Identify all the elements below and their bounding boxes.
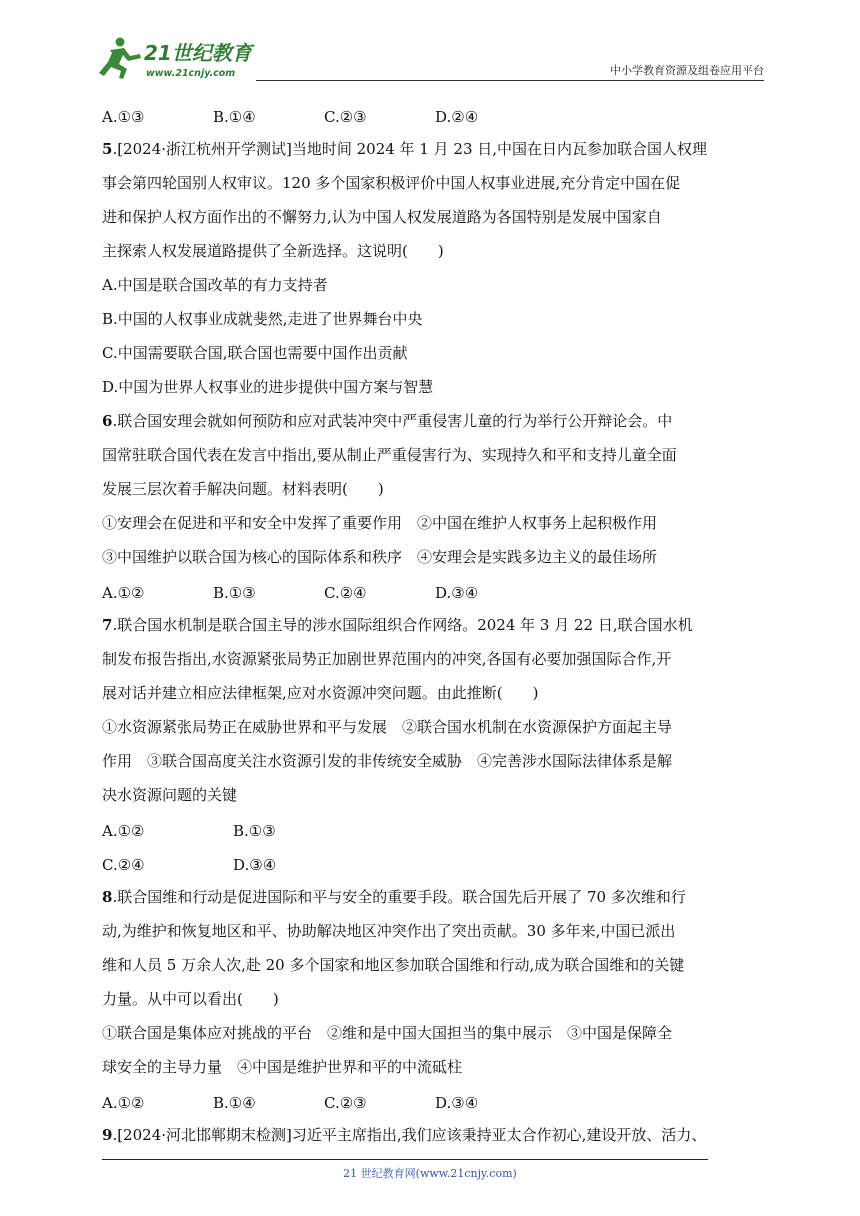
q8-stem-line: 动,为维护和恢复地区和平、协助解决地区冲突作出了突出贡献。30 多年来,中国已派出: [102, 922, 676, 940]
q5-stem-line: 5.[2024·浙江杭州开学测试]当地时间 2024 年 1 月 23 日,中国在日内瓦参加联合国人权理: [102, 140, 708, 158]
q8-stem-line: 维和人员 5 万余人次,赴 20 多个国家和地区参加联合国维和行动,成为联合国维和的关键: [102, 956, 685, 974]
header-platform-title: 中小学教育资源及组卷应用平台: [610, 64, 764, 77]
header-divider: [256, 80, 764, 81]
q8-option-a: A.①②: [102, 1094, 145, 1112]
q7-stem-line: 制发布报告指出,水资源紧张局势正加剧世界范围内的冲突,各国有必要加强国际合作,开: [102, 650, 672, 668]
q5-option-d: D.中国为世界人权事业的进步提供中国方案与智慧: [102, 378, 434, 396]
q7-statement-line: ①水资源紧张局势正在威胁世界和平与发展 ②联合国水机制在水资源保护方面起主导: [102, 718, 673, 736]
q5-option-c: C.中国需要联合国,联合国也需要中国作出贡献: [102, 344, 408, 362]
q4-option-b: B.①④: [213, 108, 256, 126]
page-header: [96, 30, 764, 82]
q4-options: [102, 100, 766, 134]
question-7: [102, 610, 766, 882]
q5-stem-line: 主探索人权发展道路提供了全新选择。这说明( ): [102, 242, 444, 260]
question-8: [102, 882, 766, 1120]
q7-statement-line: 决水资源问题的关键: [102, 786, 238, 804]
q9-stem-line: 9.[2024·河北邯郸期末检测]习近平主席指出,我们应该秉持亚太合作初心,建设开放、活力、: [102, 1126, 707, 1144]
q6-option-b: B.①③: [213, 584, 256, 602]
q6-stem-line: 发展三层次着手解决问题。材料表明( ): [102, 480, 384, 498]
q8-number: 8: [102, 888, 113, 906]
q4-option-d: D.②④: [435, 108, 479, 126]
q5-number: 5: [102, 140, 113, 158]
q5-option-b: B.中国的人权事业成就斐然,走进了世界舞台中央: [102, 310, 423, 328]
q7-stem-line: 7.联合国水机制是联合国主导的涉水国际组织合作网络。2024 年 3 月 22 日,联合国水机: [102, 616, 693, 634]
q8-option-d: D.③④: [435, 1094, 479, 1112]
q8-option-b: B.①④: [213, 1094, 256, 1112]
q6-statement-line: ①安理会在促进和平和安全中发挥了重要作用 ②中国在维护人权事务上起积极作用: [102, 514, 658, 532]
q7-statement-line: 作用 ③联合国高度关注水资源引发的非传统安全威胁 ④完善涉水国际法律体系是解: [102, 752, 673, 770]
logo-title: 21世纪教育: [144, 41, 252, 65]
q6-stem-line: 国常驻联合国代表在发言中指出,要从制止严重侵害行为、实现持久和平和支持儿童全面: [102, 446, 677, 464]
question-content: [102, 100, 766, 1154]
q8-option-c: C.②③: [324, 1094, 367, 1112]
q8-statement-line: 球安全的主导力量 ④中国是维护世界和平的中流砥柱: [102, 1058, 463, 1076]
q5-stem-line: 事会第四轮国别人权审议。120 多个国家积极评价中国人权事业进展,充分肯定中国在促: [102, 174, 681, 192]
q7-option-b: B.①③: [233, 822, 276, 840]
q7-option-d: D.③④: [233, 856, 277, 874]
q6-number: 6: [102, 412, 113, 430]
q7-options-row-1: [102, 814, 766, 848]
footer-divider: [102, 1159, 708, 1160]
q6-option-a: A.①②: [102, 584, 145, 602]
q4-option-a: A.①③: [102, 108, 145, 126]
question-5: [102, 134, 766, 406]
q6-options: [102, 576, 766, 610]
logo-url: www.21cnjy.com: [146, 68, 236, 79]
footer-site-link[interactable]: 21 世纪教育网(www.21cnjy.com): [343, 1167, 517, 1180]
q7-options-row-2: [102, 848, 766, 882]
q5-stem-line: 进和保护人权方面作出的不懈努力,认为中国人权发展道路为各国特别是发展中国家自: [102, 208, 662, 226]
q8-stem-line: 8.联合国维和行动是促进国际和平与安全的重要手段。联合国先后开展了 70 多次维和行: [102, 888, 686, 906]
q7-option-a: A.①②: [102, 822, 145, 840]
q4-option-c: C.②③: [324, 108, 367, 126]
site-logo: [96, 34, 266, 80]
q8-stem-line: 力量。从中可以看出( ): [102, 990, 279, 1008]
q9-number: 9: [102, 1126, 113, 1144]
q6-option-d: D.③④: [435, 584, 479, 602]
question-9: [102, 1120, 766, 1154]
q7-option-c: C.②④: [102, 856, 145, 874]
q8-statement-line: ①联合国是集体应对挑战的平台 ②维和是中国大国担当的集中展示 ③中国是保障全: [102, 1024, 673, 1042]
q8-options: [102, 1086, 766, 1120]
q6-stem-line: 6.联合国安理会就如何预防和应对武装冲突中严重侵害儿童的行为举行公开辩论会。中: [102, 412, 673, 430]
q6-option-c: C.②④: [324, 584, 367, 602]
q7-number: 7: [102, 616, 113, 634]
q7-stem-line: 展对话并建立相应法律框架,应对水资源冲突问题。由此推断( ): [102, 684, 539, 702]
q6-statement-line: ③中国维护以联合国为核心的国际体系和秩序 ④安理会是实践多边主义的最佳场所: [102, 548, 658, 566]
q5-option-a: A.中国是联合国改革的有力支持者: [102, 276, 328, 294]
question-6: [102, 406, 766, 610]
